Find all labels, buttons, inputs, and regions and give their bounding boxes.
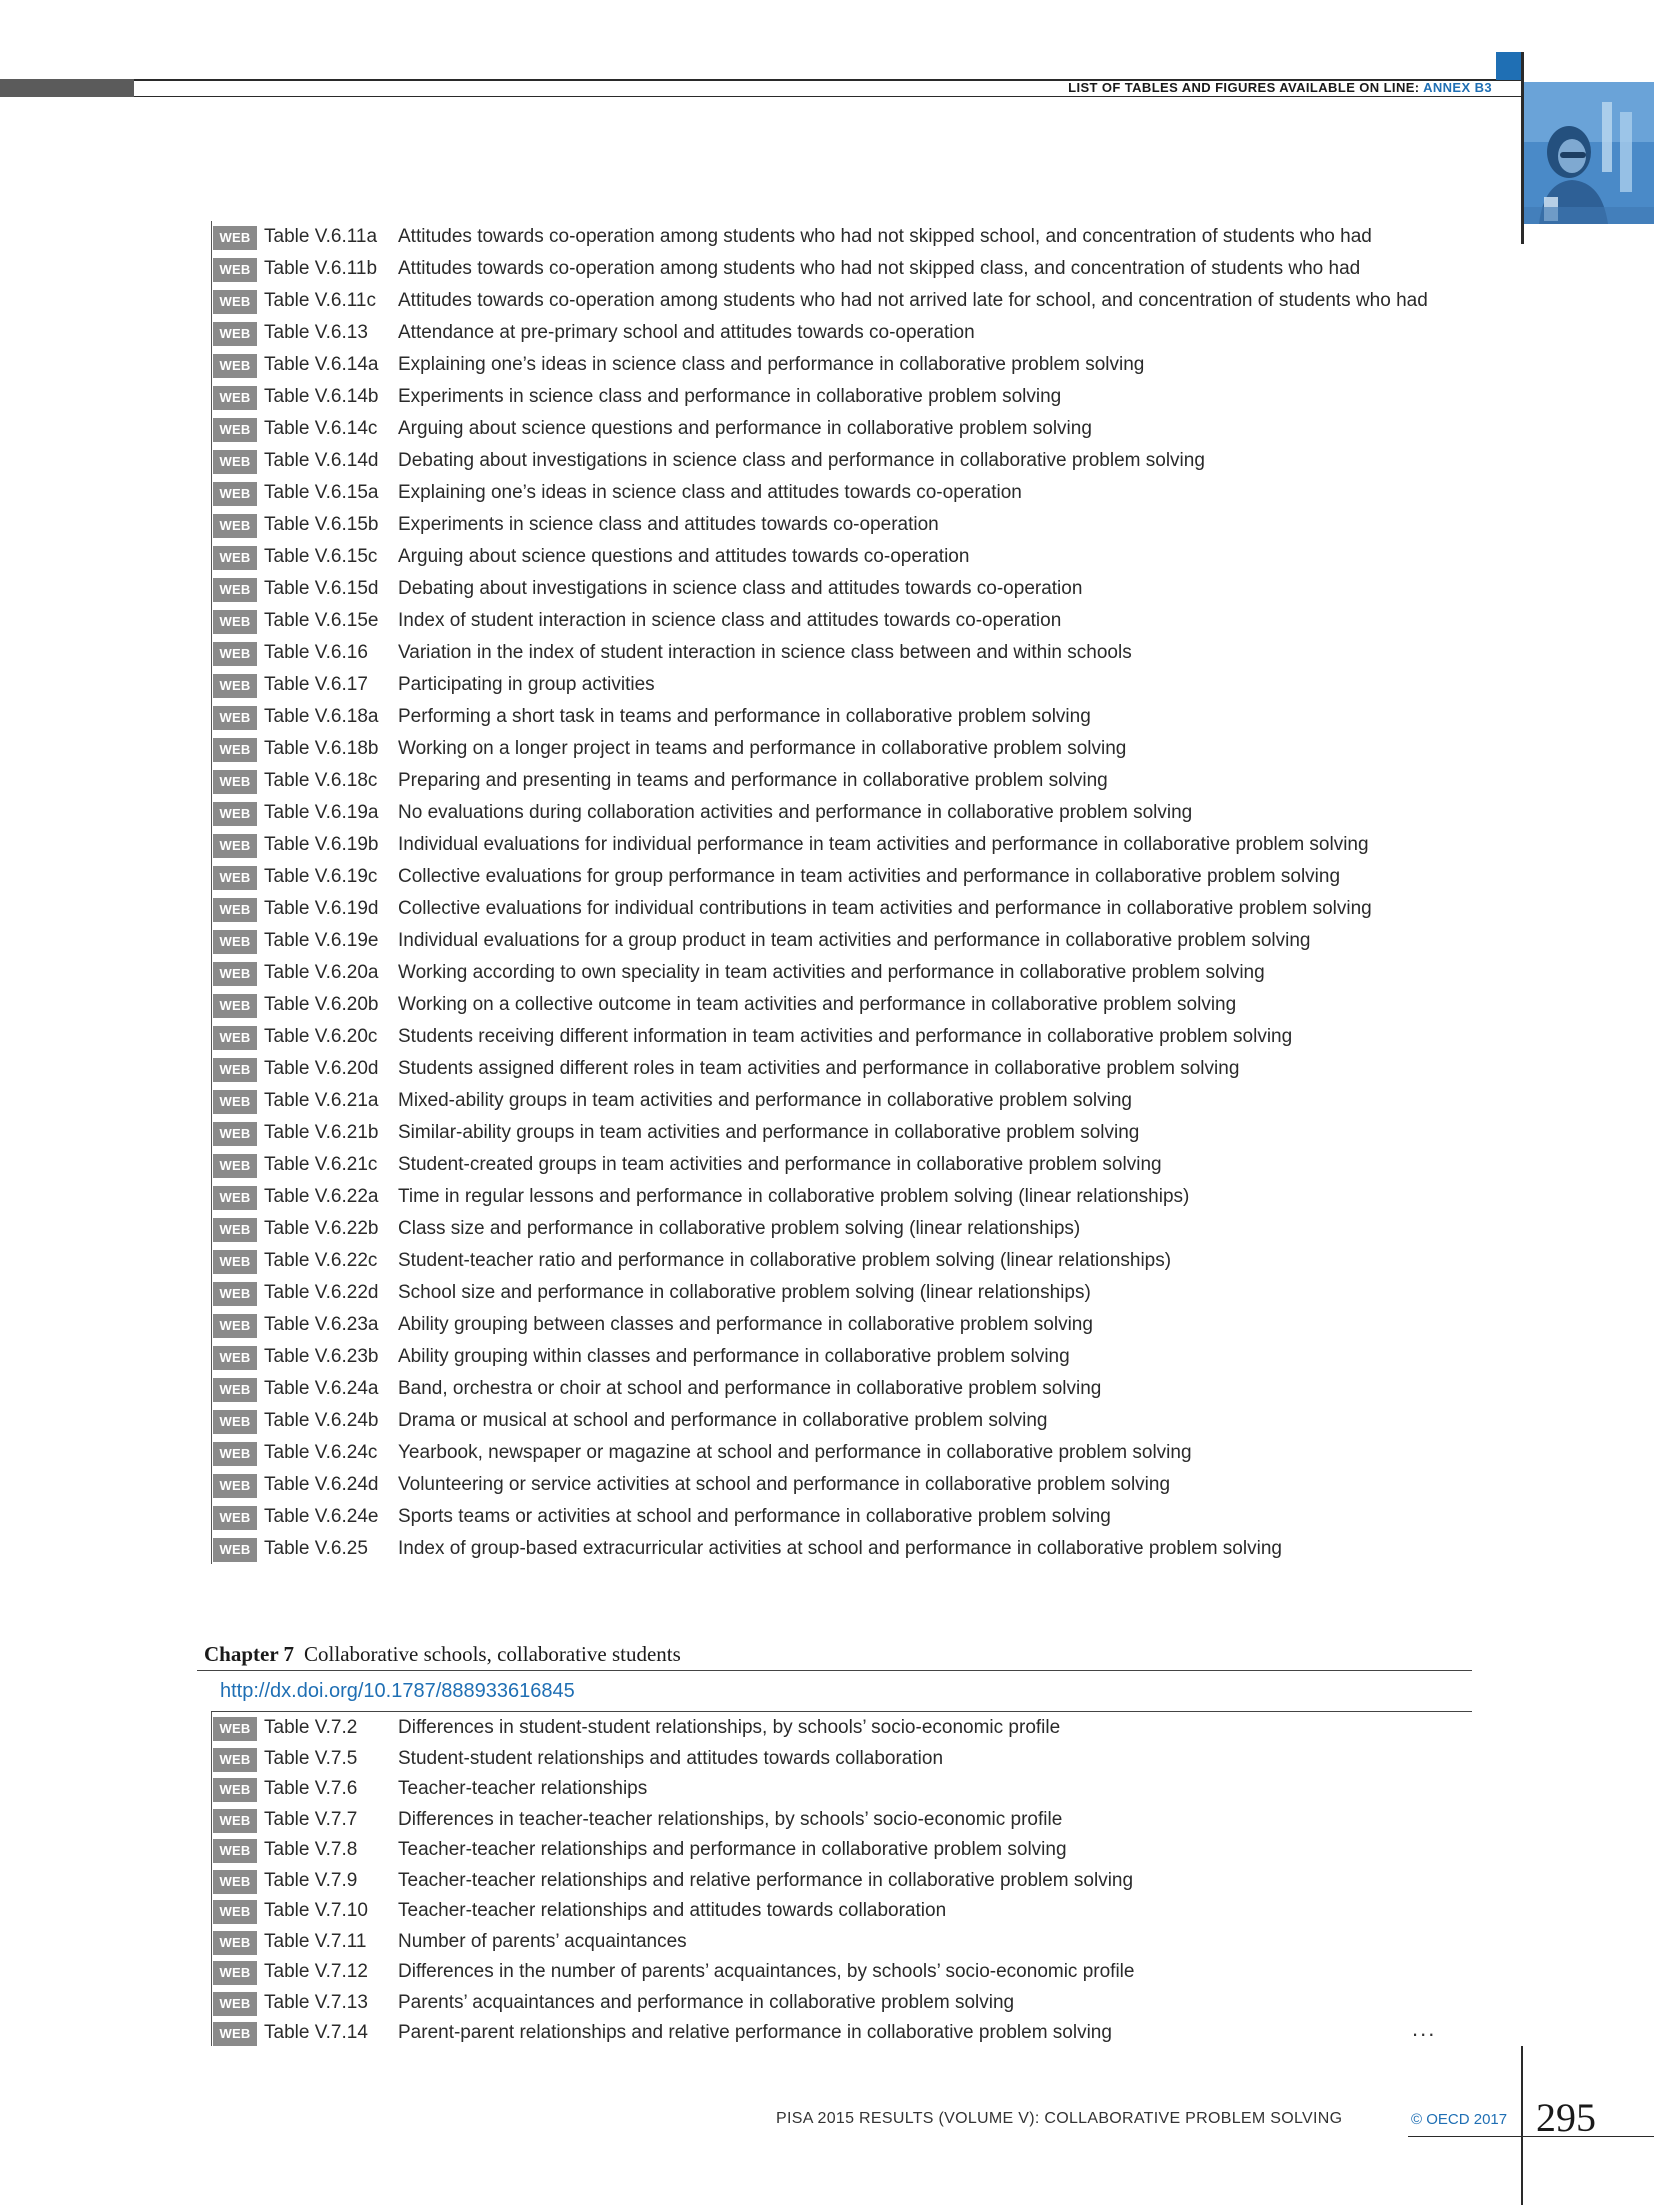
- table-row[interactable]: [211, 285, 1451, 315]
- table-row[interactable]: [211, 509, 1451, 539]
- web-badge: WEB: [213, 482, 257, 506]
- table-description: Teacher-teacher relationships: [398, 1778, 648, 1799]
- table-row[interactable]: [211, 989, 1451, 1019]
- web-badge: WEB: [213, 1778, 257, 1802]
- table-row[interactable]: [211, 1865, 1451, 1895]
- web-badge: WEB: [213, 1809, 257, 1833]
- web-badge: WEB: [213, 578, 257, 602]
- table-number: Table V.7.12: [264, 1961, 368, 1982]
- table-description: Experiments in science class and performance in collaborative problem solving: [398, 386, 1062, 407]
- web-badge: WEB: [213, 1122, 257, 1146]
- web-badge: WEB: [213, 1506, 257, 1530]
- table-row[interactable]: [211, 221, 1451, 251]
- table-row[interactable]: [211, 317, 1451, 347]
- web-badge: WEB: [213, 2022, 257, 2046]
- running-header-prefix: LIST OF TABLES AND FIGURES AVAILABLE ON LINE:: [1068, 80, 1424, 95]
- table-row[interactable]: [211, 413, 1451, 443]
- table-number: Table V.6.15e: [264, 610, 379, 631]
- web-badge: WEB: [213, 1186, 257, 1210]
- table-row[interactable]: [211, 1956, 1451, 1986]
- table-row[interactable]: [211, 1804, 1451, 1834]
- table-description: Differences in teacher-teacher relationships, by schools’ socio-economic profile: [398, 1808, 1063, 1830]
- chapter7-heading: [204, 1642, 681, 1667]
- table-number: Table V.6.15b: [264, 514, 379, 535]
- table-row[interactable]: [211, 349, 1451, 379]
- web-badge: WEB: [213, 1250, 257, 1274]
- table-description: Working on a collective outcome in team activities and performance in collaborative problem solving: [398, 994, 1237, 1015]
- running-header: [1068, 80, 1492, 96]
- table-row[interactable]: [211, 1712, 1451, 1742]
- table-description: Sports teams or activities at school and performance in collaborative problem solving: [398, 1506, 1111, 1527]
- table-row[interactable]: [211, 797, 1451, 827]
- web-badge: WEB: [213, 1026, 257, 1050]
- table-number: Table V.6.19a: [264, 802, 379, 823]
- table-description: Student-student relationships and attitudes towards collaboration: [398, 1747, 944, 1769]
- table-row[interactable]: [211, 1773, 1451, 1803]
- header-photo-scientist: [1524, 82, 1654, 224]
- header-grey-bar: [0, 79, 134, 97]
- table-number: Table V.6.24e: [264, 1506, 379, 1527]
- table-description: Ability grouping within classes and performance in collaborative problem solving: [398, 1346, 1070, 1367]
- table-number: Table V.7.6: [264, 1778, 358, 1799]
- table-description: Explaining one’s ideas in science class and attitudes towards co-operation: [398, 482, 1022, 503]
- footer-vertical-rule: [1521, 2046, 1523, 2205]
- web-badge: WEB: [213, 1282, 257, 1306]
- table-row[interactable]: [211, 1987, 1451, 2017]
- chapter7-doi-link[interactable]: http://dx.doi.org/10.1787/888933616845: [220, 1680, 575, 1702]
- table-number: Table V.7.10: [264, 1900, 368, 1921]
- table-row[interactable]: [211, 1021, 1451, 1051]
- table-description: Student-created groups in team activities and performance in collaborative problem solving: [398, 1154, 1162, 1175]
- web-badge: WEB: [213, 1931, 257, 1955]
- table-number: Table V.6.14c: [264, 418, 378, 439]
- table-row[interactable]: [211, 1373, 1451, 1403]
- table-number: Table V.6.11a: [264, 226, 378, 247]
- table-description: Time in regular lessons and performance in collaborative problem solving (linear relationships): [398, 1186, 1190, 1207]
- web-badge: WEB: [213, 610, 257, 634]
- web-badge: WEB: [213, 322, 257, 346]
- web-badge: WEB: [213, 1410, 257, 1434]
- table-description: Teacher-teacher relationships and attitudes towards collaboration: [398, 1900, 947, 1921]
- table-row[interactable]: [211, 669, 1451, 699]
- web-badge: WEB: [213, 546, 257, 570]
- table-description: Participating in group activities: [398, 674, 655, 695]
- table-number: Table V.6.19b: [264, 834, 379, 855]
- table-number: Table V.6.18b: [264, 738, 379, 759]
- table-description: Parents’ acquaintances and performance in collaborative problem solving: [398, 1991, 1015, 2013]
- table-number: Table V.6.22c: [264, 1250, 378, 1271]
- table-description: Differences in the number of parents’ acquaintances, by schools’ socio-economic profile: [398, 1961, 1135, 1982]
- table-description: Individual evaluations for a group product in team activities and performance in collaborative problem solving: [398, 930, 1311, 951]
- web-badge: WEB: [213, 226, 257, 250]
- chapter7-label: Chapter 7: [204, 1642, 295, 1666]
- table-description: Attendance at pre-primary school and attitudes towards co-operation: [398, 322, 975, 343]
- table-number: Table V.6.24d: [264, 1474, 379, 1495]
- table-description: Differences in student-student relationships, by schools’ socio-economic profile: [398, 1717, 1061, 1738]
- table-row[interactable]: [211, 1405, 1451, 1435]
- web-badge: WEB: [213, 1058, 257, 1082]
- web-badge: WEB: [213, 994, 257, 1018]
- table-row[interactable]: [211, 1501, 1451, 1531]
- chapter7-table-list: [211, 1712, 1451, 2046]
- web-badge: WEB: [213, 1748, 257, 1772]
- table-description: Performing a short task in teams and performance in collaborative problem solving: [398, 706, 1091, 727]
- table-row[interactable]: [211, 1053, 1451, 1083]
- web-badge: WEB: [213, 1314, 257, 1338]
- web-badge: WEB: [213, 1870, 257, 1894]
- table-number: Table V.6.20c: [264, 1026, 378, 1047]
- table-row[interactable]: [211, 893, 1451, 923]
- table-row[interactable]: [211, 605, 1451, 635]
- table-row[interactable]: [211, 573, 1451, 603]
- table-number: Table V.6.25: [264, 1538, 368, 1559]
- table-number: Table V.6.13: [264, 322, 368, 343]
- table-number: Table V.6.24c: [264, 1442, 378, 1463]
- table-number: Table V.6.20a: [264, 962, 379, 983]
- table-row[interactable]: [211, 1181, 1451, 1211]
- web-badge: WEB: [213, 1538, 257, 1562]
- web-badge: WEB: [213, 1474, 257, 1498]
- running-header-annex: ANNEX B3: [1423, 80, 1492, 95]
- table-description: Teacher-teacher relationships and performance in collaborative problem solving: [398, 1839, 1067, 1860]
- table-description: Collective evaluations for group performance in team activities and performance in collaborative problem solving: [398, 866, 1341, 887]
- table-description: Individual evaluations for individual performance in team activities and performance in collaborative problem solving: [398, 834, 1369, 855]
- web-badge: WEB: [213, 802, 257, 826]
- table-number: Table V.6.11c: [264, 290, 376, 311]
- chapter7-title: Collaborative schools, collaborative students: [304, 1642, 681, 1666]
- web-badge: WEB: [213, 1900, 257, 1924]
- table-description: Experiments in science class and attitudes towards co-operation: [398, 514, 939, 535]
- web-badge: WEB: [213, 354, 257, 378]
- footer-publication-title: PISA 2015 RESULTS (VOLUME V): COLLABORATIVE PROBLEM SOLVING: [776, 2110, 1343, 2127]
- table-row[interactable]: [211, 253, 1451, 283]
- table-row[interactable]: [211, 701, 1451, 731]
- table-number: Table V.6.19d: [264, 898, 379, 919]
- table-row[interactable]: [211, 1341, 1451, 1371]
- table-description: Attitudes towards co-operation among students who had not arrived late for school, and concentration of students who had: [398, 290, 1428, 311]
- web-badge: WEB: [213, 1154, 257, 1178]
- table-row[interactable]: [211, 1309, 1451, 1339]
- table-number: Table V.6.23a: [264, 1314, 379, 1335]
- table-description: Preparing and presenting in teams and performance in collaborative problem solving: [398, 770, 1108, 791]
- table-row[interactable]: [211, 541, 1451, 571]
- footer-copyright: © OECD 2017: [1411, 2111, 1508, 2128]
- table-description: Debating about investigations in science class and attitudes towards co-operation: [398, 578, 1083, 599]
- table-row[interactable]: [211, 1277, 1451, 1307]
- web-badge: WEB: [213, 258, 257, 282]
- table-number: Table V.6.14d: [264, 450, 379, 471]
- web-badge: WEB: [213, 1378, 257, 1402]
- web-badge: WEB: [213, 1717, 257, 1741]
- table-number: Table V.6.21b: [264, 1122, 379, 1143]
- table-description: Number of parents’ acquaintances: [398, 1930, 687, 1952]
- page-number: 295: [1536, 2095, 1596, 2140]
- table-row[interactable]: [211, 381, 1451, 411]
- table-description: Variation in the index of student interaction in science class between and within schools: [398, 642, 1132, 663]
- table-number: Table V.6.24a: [264, 1378, 379, 1399]
- table-number: Table V.6.19e: [264, 930, 379, 951]
- table-number: Table V.6.14b: [264, 386, 379, 407]
- table-number: Table V.7.14: [264, 2022, 368, 2043]
- web-badge: WEB: [213, 1839, 257, 1863]
- table-number: Table V.6.15c: [264, 546, 378, 567]
- web-badge: WEB: [213, 738, 257, 762]
- web-badge: WEB: [213, 1218, 257, 1242]
- table-number: Table V.6.18a: [264, 706, 379, 727]
- table-description: Teacher-teacher relationships and relative performance in collaborative problem solving: [398, 1869, 1134, 1891]
- table-number: Table V.6.15a: [264, 482, 379, 503]
- table-row[interactable]: [211, 1085, 1451, 1115]
- web-badge: WEB: [213, 930, 257, 954]
- table-description: Collective evaluations for individual contributions in team activities and performance in collaborative problem solving: [398, 898, 1372, 919]
- table-description: Yearbook, newspaper or magazine at school and performance in collaborative problem solving: [398, 1442, 1192, 1463]
- table-row[interactable]: [211, 1533, 1451, 1563]
- table-number: Table V.6.15d: [264, 578, 379, 599]
- web-badge: WEB: [213, 770, 257, 794]
- table-number: Table V.7.7: [264, 1808, 358, 1830]
- table-description: Working on a longer project in teams and performance in collaborative problem solving: [398, 738, 1127, 759]
- table-description: Volunteering or service activities at school and performance in collaborative problem solving: [398, 1474, 1171, 1495]
- table-description: No evaluations during collaboration activities and performance in collaborative problem solving: [398, 802, 1193, 823]
- table-description: Parent-parent relationships and relative performance in collaborative problem solving: [398, 2022, 1112, 2043]
- table-row[interactable]: [211, 1437, 1451, 1467]
- table-row[interactable]: [211, 2017, 1451, 2047]
- table-number: Table V.6.22b: [264, 1218, 379, 1239]
- table-row[interactable]: [211, 1895, 1451, 1925]
- table-number: Table V.6.24b: [264, 1410, 379, 1431]
- table-number: Table V.7.9: [264, 1869, 358, 1891]
- table-number: Table V.6.23b: [264, 1346, 379, 1367]
- table-row[interactable]: [211, 861, 1451, 891]
- table-number: Table V.6.17: [264, 674, 368, 695]
- table-description: Band, orchestra or choir at school and performance in collaborative problem solving: [398, 1378, 1102, 1399]
- table-description: Attitudes towards co-operation among students who had not skipped school, and concentration of students who had: [398, 226, 1372, 247]
- table-description: Student-teacher ratio and performance in collaborative problem solving (linear relationships): [398, 1250, 1172, 1271]
- table-description: Class size and performance in collaborative problem solving (linear relationships): [398, 1218, 1081, 1239]
- web-badge: WEB: [213, 418, 257, 442]
- table-row[interactable]: [211, 1926, 1451, 1956]
- table-number: Table V.7.11: [264, 1930, 367, 1952]
- table-number: Table V.6.20d: [264, 1058, 379, 1079]
- table-description: Ability grouping between classes and performance in collaborative problem solving: [398, 1314, 1093, 1335]
- table-row[interactable]: [211, 477, 1451, 507]
- table-number: Table V.6.22a: [264, 1186, 379, 1207]
- chapter6-table-list: [211, 221, 1451, 1564]
- web-badge: WEB: [213, 1961, 257, 1985]
- table-row[interactable]: [211, 1469, 1451, 1499]
- table-row[interactable]: [211, 1245, 1451, 1275]
- table-number: Table V.7.2: [264, 1717, 358, 1738]
- web-badge: WEB: [213, 898, 257, 922]
- web-badge: WEB: [213, 962, 257, 986]
- table-number: Table V.6.16: [264, 642, 368, 663]
- web-badge: WEB: [213, 642, 257, 666]
- table-description: Index of group-based extracurricular activities at school and performance in collaborative problem solving: [398, 1538, 1282, 1559]
- header-rule-bottom: [134, 96, 1522, 97]
- table-description: Arguing about science questions and attitudes towards co-operation: [398, 546, 970, 567]
- table-row[interactable]: [211, 637, 1451, 667]
- table-number: Table V.6.22d: [264, 1282, 379, 1303]
- table-description: Explaining one’s ideas in science class and performance in collaborative problem solving: [398, 354, 1145, 375]
- table-description: Students receiving different information in team activities and performance in collaborative problem solving: [398, 1026, 1293, 1047]
- table-description: Similar-ability groups in team activities and performance in collaborative problem solving: [398, 1122, 1140, 1143]
- table-number: Table V.7.5: [264, 1747, 358, 1769]
- table-row[interactable]: [211, 765, 1451, 795]
- table-number: Table V.6.19c: [264, 866, 378, 887]
- table-number: Table V.6.21c: [264, 1154, 378, 1175]
- web-badge: WEB: [213, 866, 257, 890]
- web-badge: WEB: [213, 674, 257, 698]
- table-row[interactable]: [211, 445, 1451, 475]
- web-badge: WEB: [213, 386, 257, 410]
- web-badge: WEB: [213, 834, 257, 858]
- table-number: Table V.6.21a: [264, 1090, 379, 1111]
- web-badge: WEB: [213, 1442, 257, 1466]
- table-row[interactable]: [211, 1743, 1451, 1773]
- table-row[interactable]: [211, 733, 1451, 763]
- footer-horizontal-rule: [1408, 2136, 1654, 2137]
- table-description: Debating about investigations in science class and performance in collaborative problem solving: [398, 450, 1205, 471]
- table-description: School size and performance in collaborative problem solving (linear relationships): [398, 1282, 1091, 1303]
- table-number: Table V.6.20b: [264, 994, 379, 1015]
- chapter7-rule-top: [197, 1670, 1472, 1671]
- web-badge: WEB: [213, 450, 257, 474]
- web-badge: WEB: [213, 514, 257, 538]
- table-row[interactable]: [211, 1213, 1451, 1243]
- table-row[interactable]: [211, 1149, 1451, 1179]
- table-number: Table V.6.18c: [264, 770, 378, 791]
- web-badge: WEB: [213, 1090, 257, 1114]
- table-description: Attitudes towards co-operation among students who had not skipped class, and concentration of students who had: [398, 258, 1361, 279]
- web-badge: WEB: [213, 290, 257, 314]
- table-description: Working according to own speciality in team activities and performance in collaborative problem solving: [398, 962, 1265, 983]
- table-description: Mixed-ability groups in team activities and performance in collaborative problem solving: [398, 1090, 1132, 1111]
- web-badge: WEB: [213, 1346, 257, 1370]
- table-row[interactable]: [211, 957, 1451, 987]
- table-number: Table V.6.14a: [264, 354, 379, 375]
- table-number: Table V.7.13: [264, 1991, 368, 2013]
- continued-ellipsis: ...: [1412, 2016, 1437, 2041]
- table-row[interactable]: [211, 925, 1451, 955]
- header-blue-tab: [1496, 52, 1522, 80]
- table-number: Table V.6.11b: [264, 258, 378, 279]
- table-description: Arguing about science questions and performance in collaborative problem solving: [398, 418, 1092, 439]
- table-description: Drama or musical at school and performance in collaborative problem solving: [398, 1410, 1048, 1431]
- web-badge: WEB: [213, 1992, 257, 2016]
- table-row[interactable]: [211, 1834, 1451, 1864]
- table-row[interactable]: [211, 1117, 1451, 1147]
- table-number: Table V.7.8: [264, 1839, 358, 1860]
- web-badge: WEB: [213, 706, 257, 730]
- table-description: Students assigned different roles in team activities and performance in collaborative problem solving: [398, 1058, 1240, 1079]
- table-row[interactable]: [211, 829, 1451, 859]
- table-description: Index of student interaction in science class and attitudes towards co-operation: [398, 610, 1062, 631]
